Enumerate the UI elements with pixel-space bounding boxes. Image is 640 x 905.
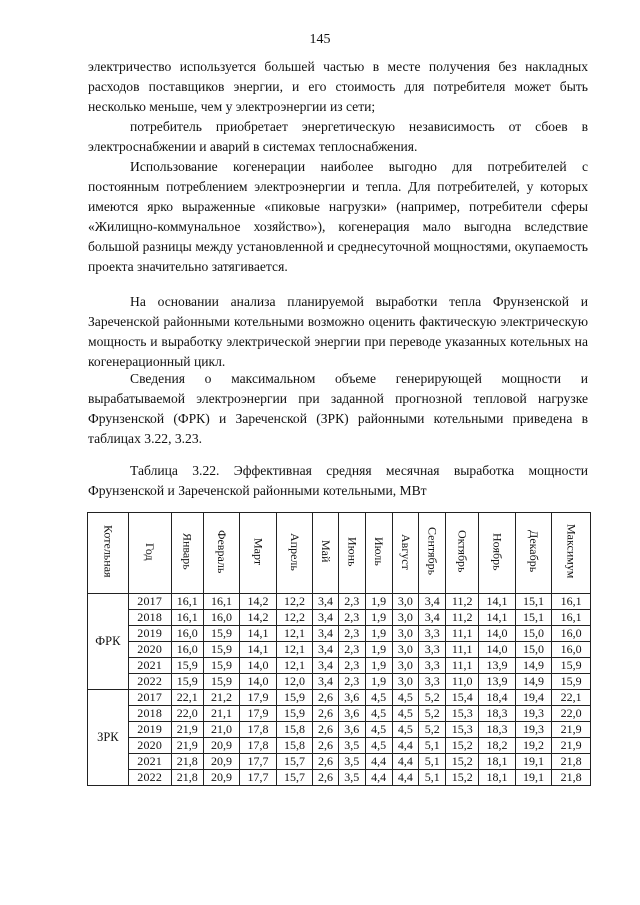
value-cell: 12,2 [276, 610, 312, 626]
boiler-name-cell: ФРК [88, 594, 129, 690]
value-cell: 14,1 [479, 610, 515, 626]
column-header-label: Максимум [564, 524, 579, 579]
value-cell: 15,3 [446, 706, 479, 722]
value-cell: 22,0 [552, 706, 591, 722]
value-cell: 3,4 [419, 594, 446, 610]
value-cell: 5,1 [419, 770, 446, 786]
value-cell: 19,2 [515, 738, 551, 754]
value-cell: 16,0 [171, 642, 203, 658]
value-cell: 17,9 [240, 706, 276, 722]
value-cell: 15,4 [446, 690, 479, 706]
value-cell: 3,0 [392, 674, 419, 690]
value-cell: 1,9 [365, 594, 392, 610]
value-cell: 16,1 [171, 610, 203, 626]
value-cell: 15,9 [171, 674, 203, 690]
value-cell: 18,3 [479, 706, 515, 722]
column-header [88, 513, 129, 594]
value-cell: 3,3 [419, 642, 446, 658]
paragraph-5: Сведения о максимальном объеме генерирующей мощности и вырабатываемой электроэнергии при заданной прогнозной тепловой нагрузке Фрунзенской (ФРК) и Зареченской (ЗРК) районными котельными приведена в таблицах 3.22, 3.23. [88, 371, 588, 446]
value-cell: 20,9 [203, 738, 239, 754]
value-cell: 3,0 [392, 658, 419, 674]
value-cell: 3,3 [419, 626, 446, 642]
column-header [446, 513, 479, 594]
value-cell: 3,0 [392, 626, 419, 642]
value-cell: 12,1 [276, 642, 312, 658]
value-cell: 22,1 [552, 690, 591, 706]
table-row [88, 690, 591, 706]
value-cell: 16,1 [203, 594, 239, 610]
value-cell: 15,9 [276, 690, 312, 706]
value-cell: 11,2 [446, 610, 479, 626]
value-cell: 22,0 [171, 706, 203, 722]
value-cell: 14,1 [240, 626, 276, 642]
value-cell: 2,3 [338, 658, 365, 674]
value-cell: 13,9 [479, 658, 515, 674]
value-cell: 2,3 [338, 594, 365, 610]
value-cell: 21,8 [171, 754, 203, 770]
value-cell: 15,8 [276, 738, 312, 754]
year-cell: 2017 [128, 690, 171, 706]
value-cell: 13,9 [479, 674, 515, 690]
value-cell: 2,3 [338, 642, 365, 658]
value-cell: 21,8 [552, 754, 591, 770]
column-header-label: Апрель [287, 532, 302, 571]
table-row [88, 610, 591, 626]
table-row [88, 626, 591, 642]
value-cell: 3,4 [313, 626, 339, 642]
value-cell: 15,9 [552, 674, 591, 690]
value-cell: 20,9 [203, 770, 239, 786]
value-cell: 3,6 [338, 690, 365, 706]
year-cell: 2022 [128, 674, 171, 690]
column-header [240, 513, 276, 594]
value-cell: 2,6 [313, 706, 339, 722]
value-cell: 2,3 [338, 610, 365, 626]
value-cell: 12,0 [276, 674, 312, 690]
value-cell: 14,2 [240, 594, 276, 610]
year-cell: 2019 [128, 626, 171, 642]
column-header-label: Октябрь [455, 530, 470, 573]
value-cell: 12,2 [276, 594, 312, 610]
year-cell: 2020 [128, 642, 171, 658]
value-cell: 3,0 [392, 594, 419, 610]
value-cell: 18,2 [479, 738, 515, 754]
column-header-label: Июнь [345, 536, 360, 567]
value-cell: 14,0 [479, 642, 515, 658]
table-row [88, 658, 591, 674]
year-cell: 2018 [128, 610, 171, 626]
value-cell: 16,0 [552, 626, 591, 642]
year-cell: 2021 [128, 658, 171, 674]
value-cell: 17,9 [240, 690, 276, 706]
value-cell: 15,9 [203, 658, 239, 674]
value-cell: 16,1 [171, 594, 203, 610]
value-cell: 14,2 [240, 610, 276, 626]
value-cell: 15,2 [446, 770, 479, 786]
value-cell: 1,9 [365, 642, 392, 658]
paragraph-2: потребитель приобретает энергетическую независимость от сбоев в электроснабжении и аварий в системах теплоснабжения. [88, 119, 588, 154]
column-header-label: Котельная [101, 525, 116, 578]
page-number: 145 [309, 32, 331, 47]
value-cell: 4,5 [392, 722, 419, 738]
value-cell: 21,2 [203, 690, 239, 706]
value-cell: 4,4 [365, 770, 392, 786]
value-cell: 3,3 [419, 658, 446, 674]
year-cell: 2019 [128, 722, 171, 738]
column-header-label: Декабрь [527, 530, 541, 573]
value-cell: 4,5 [365, 722, 392, 738]
value-cell: 14,0 [479, 626, 515, 642]
column-header [276, 513, 312, 594]
value-cell: 4,5 [392, 706, 419, 722]
value-cell: 1,9 [365, 658, 392, 674]
value-cell: 11,1 [446, 626, 479, 642]
value-cell: 14,0 [240, 658, 276, 674]
table-row [88, 642, 591, 658]
value-cell: 11,1 [446, 658, 479, 674]
value-cell: 14,9 [515, 658, 551, 674]
paragraph-1: электричество используется большей частью в месте получения без накладных расходов поставщиков энергии, и его стоимость для потребителя может быть несколько меньше, чем у электроэнергии из сети; [88, 59, 588, 114]
value-cell: 15,3 [446, 722, 479, 738]
value-cell: 4,5 [365, 690, 392, 706]
value-cell: 15,9 [203, 642, 239, 658]
value-cell: 14,1 [479, 594, 515, 610]
value-cell: 14,9 [515, 674, 551, 690]
value-cell: 2,6 [313, 690, 339, 706]
column-header-label: Год [143, 542, 158, 561]
column-header-label: Ноябрь [490, 532, 505, 571]
value-cell: 15,0 [515, 642, 551, 658]
table-row [88, 770, 591, 786]
table-row [88, 722, 591, 738]
value-cell: 11,0 [446, 674, 479, 690]
value-cell: 15,9 [276, 706, 312, 722]
column-header [313, 513, 339, 594]
table-row [88, 706, 591, 722]
value-cell: 2,6 [313, 738, 339, 754]
value-cell: 3,5 [338, 770, 365, 786]
year-cell: 2017 [128, 594, 171, 610]
value-cell: 14,0 [240, 674, 276, 690]
value-cell: 3,4 [313, 674, 339, 690]
table-row [88, 754, 591, 770]
value-cell: 16,0 [171, 626, 203, 642]
value-cell: 21,0 [203, 722, 239, 738]
value-cell: 4,4 [392, 738, 419, 754]
value-cell: 21,9 [171, 722, 203, 738]
value-cell: 3,5 [338, 754, 365, 770]
value-cell: 20,9 [203, 754, 239, 770]
column-header-label: Июль [372, 537, 387, 566]
value-cell: 21,9 [552, 722, 591, 738]
value-cell: 15,2 [446, 754, 479, 770]
value-cell: 3,4 [419, 610, 446, 626]
value-cell: 4,4 [392, 754, 419, 770]
value-cell: 16,1 [552, 594, 591, 610]
value-cell: 19,1 [515, 770, 551, 786]
value-cell: 2,3 [338, 674, 365, 690]
value-cell: 18,3 [479, 722, 515, 738]
value-cell: 3,3 [419, 674, 446, 690]
value-cell: 21,9 [552, 738, 591, 754]
value-cell: 3,4 [313, 642, 339, 658]
table-caption: Таблица 3.22. Эффективная средняя месячная выработка мощности Фрунзенской и Зареченской районными котельными, МВт [88, 463, 588, 498]
value-cell: 3,0 [392, 642, 419, 658]
value-cell: 15,2 [446, 738, 479, 754]
column-header-label: Сентябрь [425, 527, 440, 576]
value-cell: 16,0 [203, 610, 239, 626]
value-cell: 15,8 [276, 722, 312, 738]
value-cell: 14,1 [240, 642, 276, 658]
value-cell: 3,0 [392, 610, 419, 626]
value-cell: 22,1 [171, 690, 203, 706]
value-cell: 5,1 [419, 738, 446, 754]
value-cell: 3,4 [313, 594, 339, 610]
value-cell: 15,9 [203, 626, 239, 642]
value-cell: 18,1 [479, 754, 515, 770]
column-header [365, 513, 392, 594]
value-cell: 5,2 [419, 690, 446, 706]
column-header [419, 513, 446, 594]
value-cell: 1,9 [365, 626, 392, 642]
column-header [338, 513, 365, 594]
value-cell: 1,9 [365, 610, 392, 626]
data-table [87, 512, 591, 786]
boiler-name-cell: ЗРК [88, 690, 129, 786]
value-cell: 15,9 [552, 658, 591, 674]
value-cell: 3,6 [338, 706, 365, 722]
column-header [392, 513, 419, 594]
paragraph-4: На основании анализа планируемой выработки тепла Фрунзенской и Зареченской районными котельными возможно оценить фактическую электрическую мощность и выработку электрической энергии при переводе указанных котельных на когенерационный цикл. [88, 294, 588, 369]
value-cell: 15,7 [276, 754, 312, 770]
column-header-label: Январь [180, 533, 195, 570]
table-row [88, 594, 591, 610]
value-cell: 4,4 [392, 770, 419, 786]
value-cell: 15,7 [276, 770, 312, 786]
column-header-label: Февраль [215, 529, 230, 574]
value-cell: 3,6 [338, 722, 365, 738]
value-cell: 3,4 [313, 658, 339, 674]
value-cell: 5,2 [419, 722, 446, 738]
year-cell: 2020 [128, 738, 171, 754]
value-cell: 1,9 [365, 674, 392, 690]
value-cell: 4,5 [365, 706, 392, 722]
column-header-label: Август [398, 533, 413, 570]
value-cell: 21,1 [203, 706, 239, 722]
value-cell: 15,9 [203, 674, 239, 690]
value-cell: 17,7 [240, 754, 276, 770]
column-header [203, 513, 239, 594]
value-cell: 3,5 [338, 738, 365, 754]
value-cell: 5,2 [419, 706, 446, 722]
value-cell: 17,8 [240, 738, 276, 754]
table-row [88, 738, 591, 754]
value-cell: 11,1 [446, 642, 479, 658]
column-header [479, 513, 515, 594]
year-cell: 2021 [128, 754, 171, 770]
value-cell: 17,7 [240, 770, 276, 786]
value-cell: 2,6 [313, 754, 339, 770]
value-cell: 2,3 [338, 626, 365, 642]
value-cell: 19,3 [515, 706, 551, 722]
value-cell: 2,6 [313, 770, 339, 786]
value-cell: 15,0 [515, 626, 551, 642]
value-cell: 21,8 [171, 770, 203, 786]
value-cell: 19,1 [515, 754, 551, 770]
year-cell: 2022 [128, 770, 171, 786]
value-cell: 3,4 [313, 610, 339, 626]
value-cell: 12,1 [276, 626, 312, 642]
value-cell: 21,9 [171, 738, 203, 754]
column-header-label: Март [251, 537, 266, 566]
column-header [128, 513, 171, 594]
column-header [171, 513, 203, 594]
value-cell: 11,2 [446, 594, 479, 610]
value-cell: 4,5 [365, 738, 392, 754]
column-header [552, 513, 591, 594]
value-cell: 4,4 [365, 754, 392, 770]
value-cell: 15,1 [515, 610, 551, 626]
table-row [88, 674, 591, 690]
value-cell: 21,8 [552, 770, 591, 786]
value-cell: 2,6 [313, 722, 339, 738]
value-cell: 19,4 [515, 690, 551, 706]
value-cell: 5,1 [419, 754, 446, 770]
value-cell: 19,3 [515, 722, 551, 738]
value-cell: 4,5 [392, 690, 419, 706]
table-header-row [88, 513, 591, 594]
column-header-label: Май [319, 540, 334, 563]
value-cell: 12,1 [276, 658, 312, 674]
value-cell: 16,1 [552, 610, 591, 626]
value-cell: 18,4 [479, 690, 515, 706]
column-header [515, 513, 551, 594]
value-cell: 16,0 [552, 642, 591, 658]
value-cell: 17,8 [240, 722, 276, 738]
value-cell: 18,1 [479, 770, 515, 786]
value-cell: 15,1 [515, 594, 551, 610]
value-cell: 15,9 [171, 658, 203, 674]
year-cell: 2018 [128, 706, 171, 722]
paragraph-3: Использование когенерации наиболее выгодно для потребителей с постоянным потреблением электроэнергии и тепла. Для потребителей, у которых имеются ярко выраженные «пиковые нагрузки» (например, потребители сферы «Жилищно-коммунальное хозяйство»), когенерация мало выгодна вследствие большой разницы между установленной и среднесуточной мощностями, окупаемость проекта значительно затягивается. [88, 159, 588, 274]
